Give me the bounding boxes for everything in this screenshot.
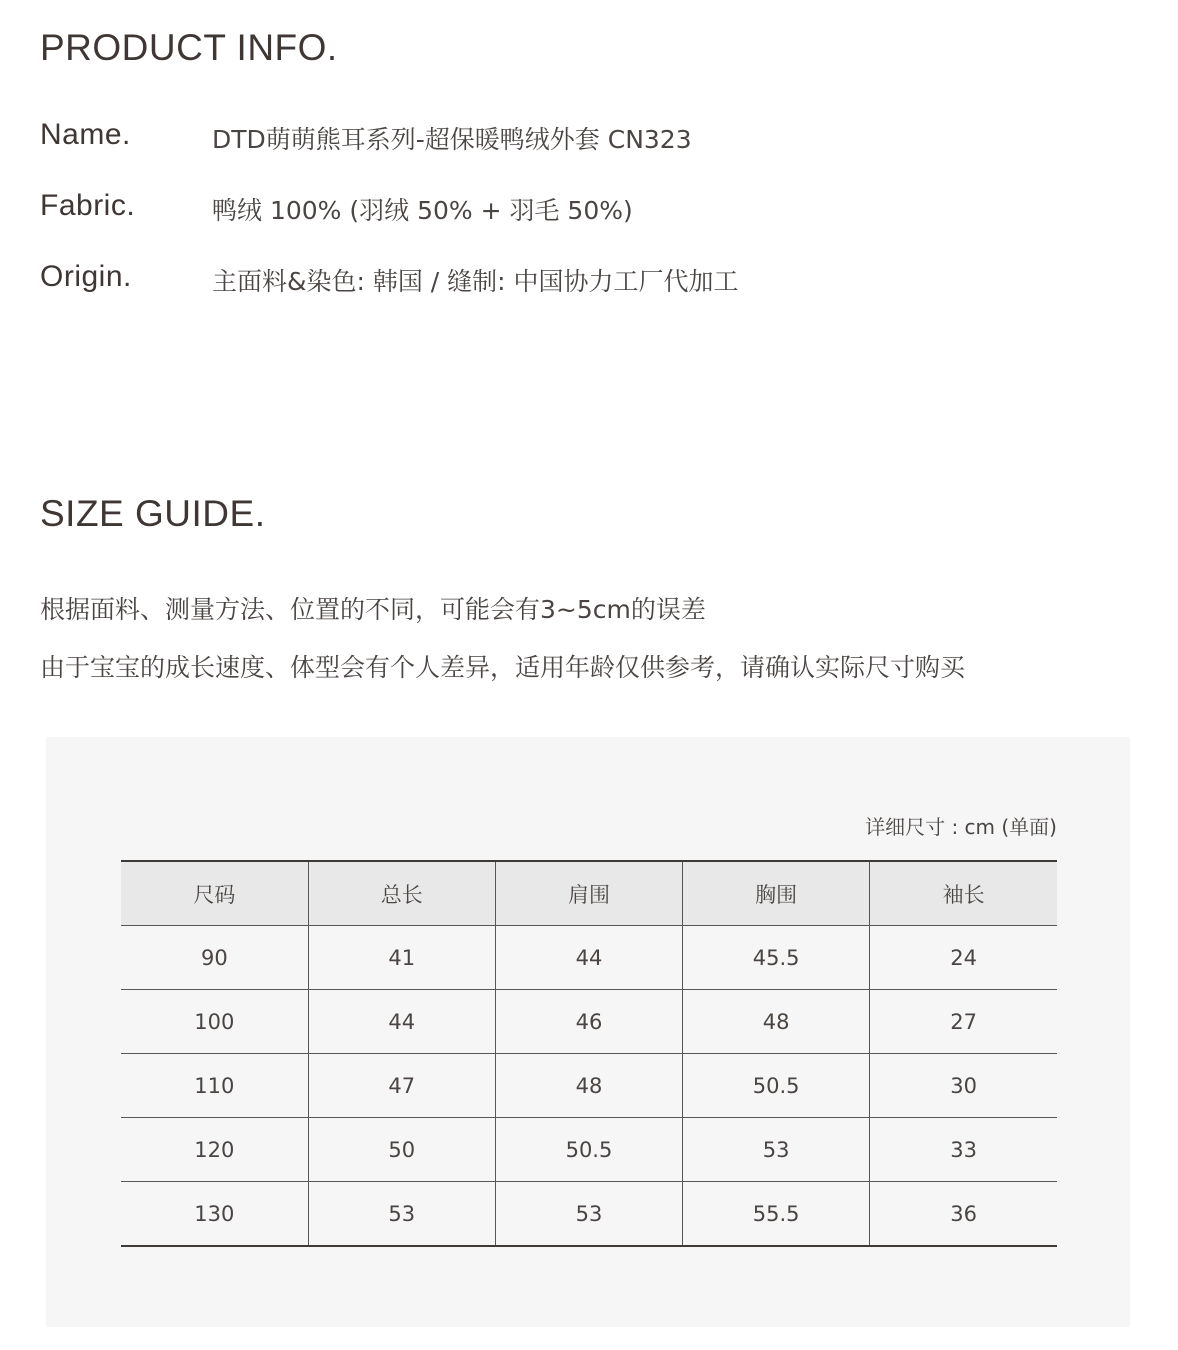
fabric-value: 鸭绒 100% (羽绒 50% + 羽毛 50%): [212, 196, 633, 225]
header-shoulder: 肩围: [495, 861, 682, 926]
table-cell: 48: [495, 1054, 682, 1118]
table-cell: 120: [121, 1118, 308, 1182]
table-cell: 130: [121, 1182, 308, 1247]
table-cell: 33: [870, 1118, 1057, 1182]
table-cell: 47: [308, 1054, 495, 1118]
table-cell: 50.5: [683, 1054, 870, 1118]
table-cell: 110: [121, 1054, 308, 1118]
origin-value: 主面料&染色: 韩国 / 缝制: 中国协力工厂代加工: [212, 267, 739, 296]
name-label: Name.: [40, 118, 131, 151]
table-cell: 53: [495, 1182, 682, 1247]
table-cell: 48: [683, 990, 870, 1054]
header-size: 尺码: [121, 861, 308, 926]
header-sleeve: 袖长: [870, 861, 1057, 926]
table-cell: 45.5: [683, 926, 870, 990]
header-chest: 胸围: [683, 861, 870, 926]
table-cell: 27: [870, 990, 1057, 1054]
table-cell: 36: [870, 1182, 1057, 1247]
table-row: [121, 1118, 1057, 1182]
table-cell: 24: [870, 926, 1057, 990]
size-guide-title: SIZE GUIDE.: [40, 493, 266, 534]
header-total-length: 总长: [308, 861, 495, 926]
table-row: [121, 990, 1057, 1054]
table-cell: 53: [683, 1118, 870, 1182]
name-value: DTD萌萌熊耳系列-超保暖鸭绒外套 CN323: [212, 125, 692, 154]
size-note-measurement: 根据面料、测量方法、位置的不同，可能会有3~5cm的误差: [40, 595, 706, 624]
size-note-age: 由于宝宝的成长速度、体型会有个人差异，适用年龄仅供参考，请确认实际尺寸购买: [40, 653, 966, 682]
table-cell: 44: [495, 926, 682, 990]
origin-label: Origin.: [40, 260, 132, 293]
size-table-panel: [46, 737, 1130, 1327]
unit-note: 详细尺寸 : cm (单面): [865, 815, 1057, 839]
table-row: [121, 1182, 1057, 1247]
table-row: [121, 1054, 1057, 1118]
table-cell: 100: [121, 990, 308, 1054]
table-cell: 50: [308, 1118, 495, 1182]
table-cell: 50.5: [495, 1118, 682, 1182]
fabric-label: Fabric.: [40, 189, 136, 222]
table-row: [121, 926, 1057, 990]
size-table: [121, 860, 1057, 1247]
table-cell: 53: [308, 1182, 495, 1247]
table-cell: 41: [308, 926, 495, 990]
table-cell: 30: [870, 1054, 1057, 1118]
product-info-title: PRODUCT INFO.: [40, 27, 338, 68]
table-cell: 55.5: [683, 1182, 870, 1247]
table-cell: 46: [495, 990, 682, 1054]
table-cell: 44: [308, 990, 495, 1054]
table-header-row: [121, 861, 1057, 926]
table-cell: 90: [121, 926, 308, 990]
